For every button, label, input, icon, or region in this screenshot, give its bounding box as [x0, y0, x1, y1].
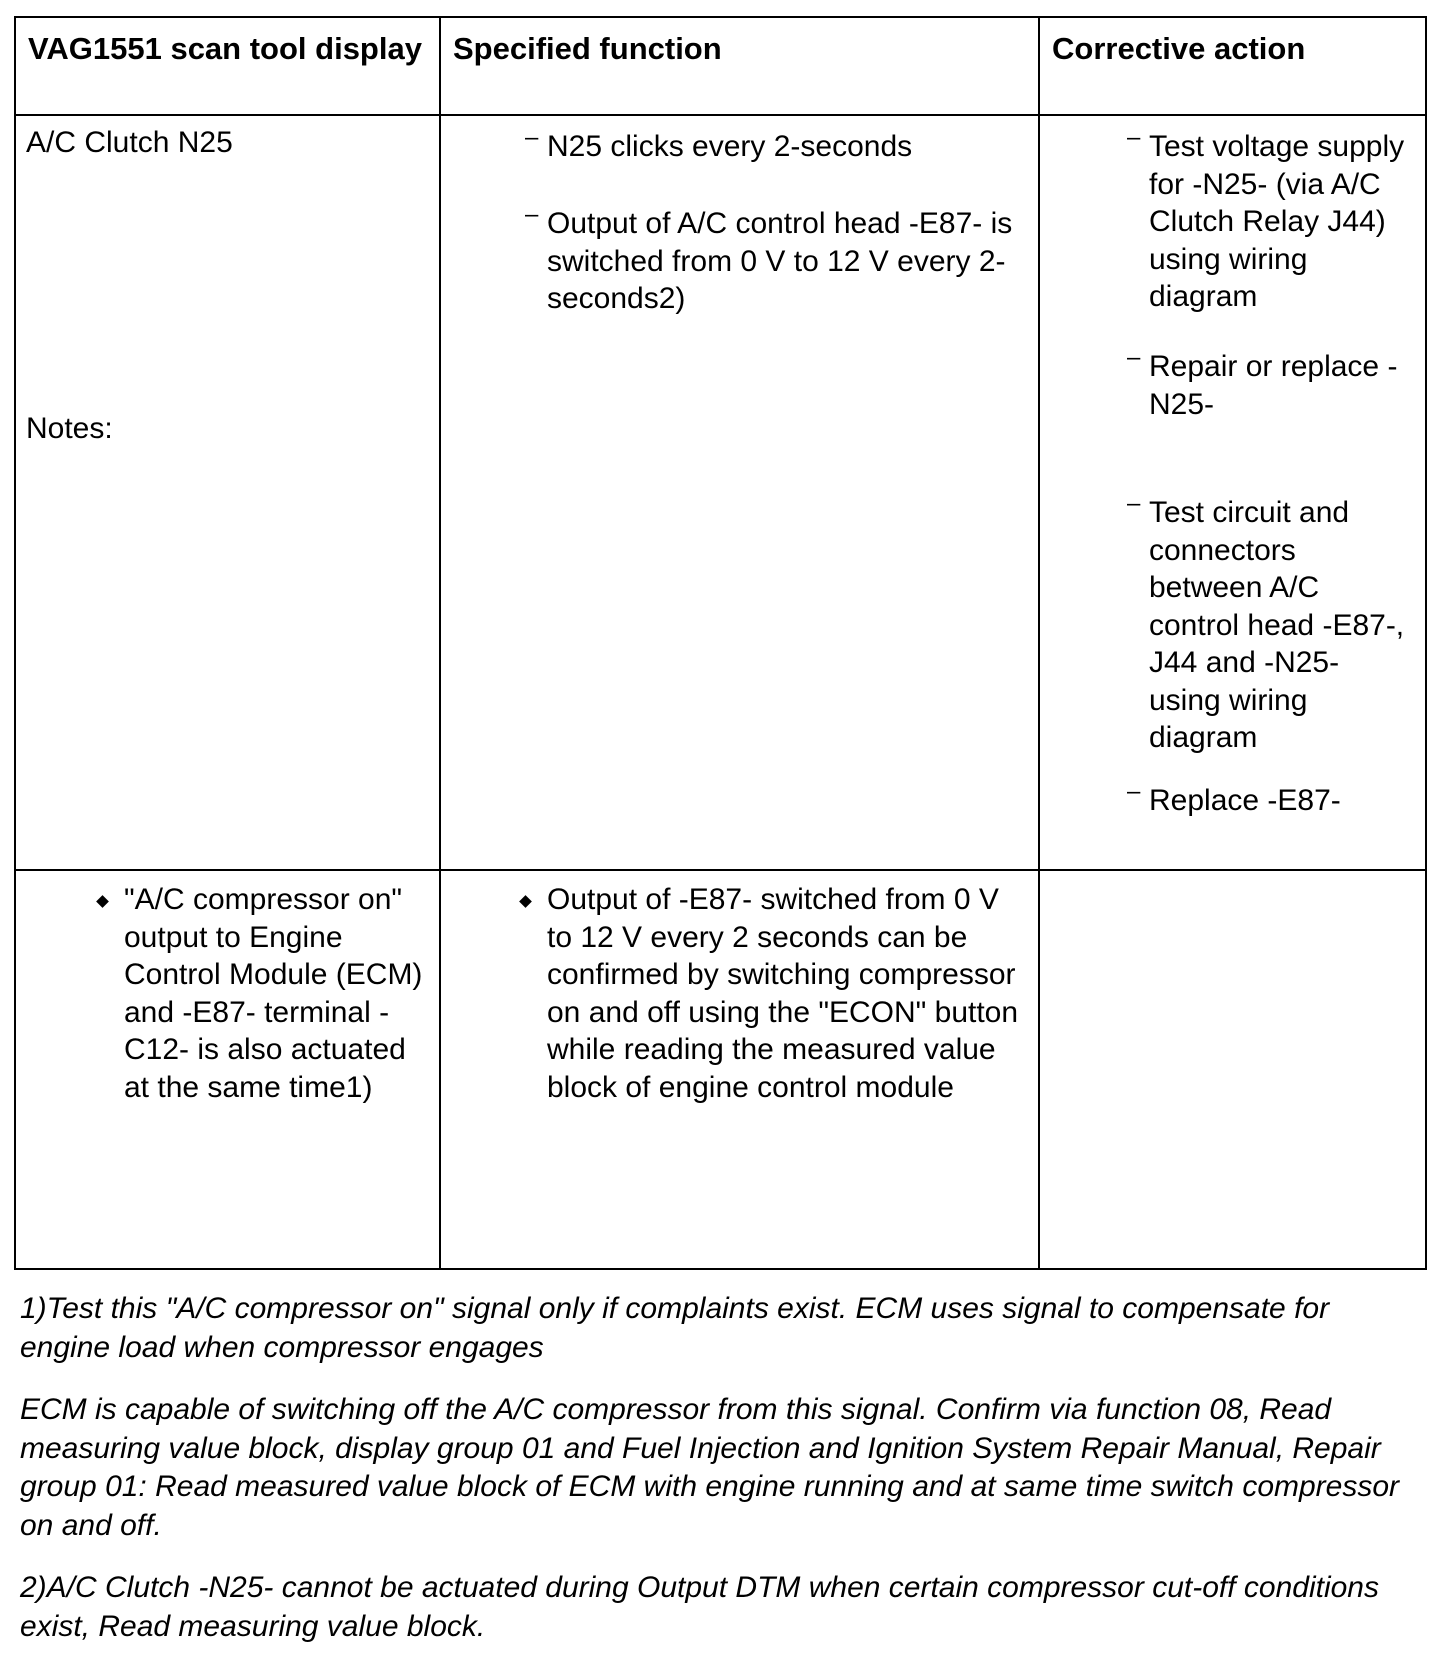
footnote-2: 2)A/C Clutch -N25- cannot be actuated during Output DTM when certain compressor cut-off conditions exist, Read measuring value block. — [20, 1571, 1379, 1643]
table-row — [15, 115, 1426, 870]
notes-label: Notes: — [26, 412, 113, 445]
footnote-1: 1)Test this "A/C compressor on" signal only if complaints exist. ECM uses signal to compensate for engine load when compressor engages — [20, 1292, 1330, 1364]
dash-bullet-icon: – — [1127, 490, 1141, 517]
action-item: – Test voltage supply for -N25- (via A/C Clutch Relay J44) using wiring diagram — [1127, 124, 1405, 313]
action-item: – Repair or replace -N25- — [1127, 344, 1398, 421]
dash-bullet-icon: – — [525, 124, 539, 151]
dash-bullet-icon: – — [1127, 124, 1141, 151]
function-note-item: Output of -E87- switched from 0 V to 12 V every 2 seconds can be confirmed by switching compressor on and off using the "ECON" button while reading the measured value block of engine control module — [519, 881, 1029, 1106]
action-item: – Test circuit and connectors between A/C control head -E87-, J44 and -N25- using wiring diagram — [1127, 490, 1405, 754]
function-cell — [440, 115, 1039, 870]
header-scan-tool-display: VAG1551 scan tool display — [15, 17, 440, 115]
diagnostic-table — [14, 16, 1427, 1270]
footnotes — [20, 1290, 1420, 1670]
function-cell — [440, 870, 1039, 1269]
action-cell — [1039, 115, 1426, 870]
dash-bullet-icon: – — [1127, 778, 1141, 805]
display-note-item: "A/C compressor on" output to Engine Control Module (ECM) and -E87- terminal -C12- is also actuated at the same time1) — [96, 881, 424, 1106]
function-item: – N25 clicks every 2-seconds — [525, 124, 913, 163]
display-cell — [15, 115, 440, 870]
table-row — [15, 870, 1426, 1269]
dash-bullet-icon: – — [1127, 344, 1141, 371]
table-header-row — [15, 17, 1426, 115]
function-item: – Output of A/C control head -E87- is switched from 0 V to 12 V every 2-seconds2) — [525, 201, 1013, 315]
display-cell — [15, 870, 440, 1269]
display-value: A/C Clutch N25 — [26, 126, 233, 159]
footnote-ecm-note: ECM is capable of switching off the A/C compressor from this signal. Confirm via function 08, Read measuring value block, display group 01 and Fuel Injection and Ignition System Repair Manual, Repair group 01: Read measured value block of ECM with engine running and at same time switch compressor on and off. — [20, 1393, 1400, 1542]
header-specified-function: Specified function — [440, 17, 1039, 115]
action-cell-empty — [1039, 870, 1426, 1269]
diamond-bullet-icon — [519, 895, 532, 908]
header-corrective-action: Corrective action — [1039, 17, 1426, 115]
diamond-bullet-icon — [96, 895, 109, 908]
dash-bullet-icon: – — [525, 201, 539, 228]
action-item: – Replace -E87- — [1127, 778, 1341, 817]
